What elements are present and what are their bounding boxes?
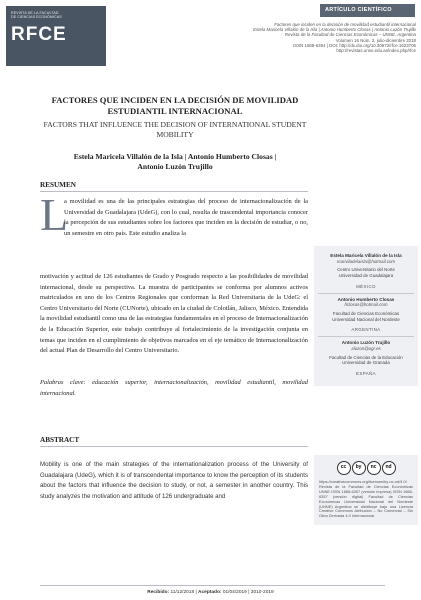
authors-line-1: Estela Maricela Villalón de la Isla | Antonio Humberto Closas | (73, 152, 277, 161)
accepted-label: Aceptado: (198, 590, 222, 595)
nc-icon: nc (367, 461, 381, 475)
authors-panel (314, 246, 418, 386)
authors-line (30, 152, 320, 172)
journal-line: Volumen 16 Núm. 2, julio-diciembre 2018 (335, 37, 416, 43)
keywords-list: educación superior, internacionalización, movilidad estudiantil, movilidad internacional. (40, 379, 308, 397)
abstract-heading: ABSTRACT (40, 436, 80, 444)
author-country: ESPAÑA (356, 370, 376, 376)
divider (40, 446, 308, 447)
resumen-body: motivación y actitud de 126 estudiantes de Grado y Posgrado respecto a las posibilidades de movilidad internacional, desde su perspectiva. La muestra de participantes se conforma por alumnos activos matriculados en uno de los Centros Regionales que conforman la Red Universitaria de la UdeG: el Centro Universitario del Norte (CUNorte), ubicado en la ciudad de Colotlán, Jalisco, México. Entendida la movilidad estudiantil como una de las estrategias fundamentales en el proceso de Internacionalización de la Educación Superior, este trabajo contribuye al fortalecimiento de la investigación conjunta en temas que inciden en el cumplimiento de objetivos marcados en el eje temático de Internacionalización del actual Plan de Desarrollo del Centro Universitario. (40, 273, 308, 355)
author-affiliation: Universidad de Granada (342, 360, 390, 366)
article-titles (30, 95, 320, 139)
author-email[interactable]: mariviladelaisla@hotmail.com (336, 258, 396, 264)
author-affiliation: Universidad de Guadalajara (338, 272, 394, 278)
journal-line: Factores que inciden en la decisión de movilidad estudiantil internacional (274, 22, 416, 27)
author-card (318, 294, 414, 338)
keywords-label: Palabras clave: (40, 379, 86, 386)
title-spanish: FACTORES QUE INCIDEN EN LA DECISIÓN DE MOVILIDAD ESTUDIANTIL INTERNACIONAL (51, 95, 299, 116)
page-footer: Recibido: 11/12/2018 | Aceptado: 01/04/2019 | 3010-2019 (147, 590, 274, 595)
logo-text: RFCE (11, 23, 67, 45)
journal-line: Estela Maricela Villalón de la Isla | Antonio Humberto Closas | Antonio Luzón Trujillo (253, 27, 416, 33)
received-date: 11/12/2018 (170, 590, 195, 595)
journal-line: Revista de la Facultad de Ciencias Económicas – UNNE. Argentina (284, 32, 416, 38)
logo-small-line-2: DE CIENCIAS ECONÓMICAS (11, 15, 62, 20)
author-affiliation: Universidad Nacional del Nordeste (332, 316, 400, 322)
cc-icon: cc (337, 461, 351, 475)
cc-license-badge[interactable] (319, 461, 413, 475)
author-country: ARGENTINA (351, 327, 381, 333)
journal-info (208, 22, 416, 53)
author-card (318, 250, 414, 294)
keywords (40, 378, 308, 399)
title-english: FACTORS THAT INFLUENCE THE DECISION OF INTERNATIONAL STUDENT MOBILITY (43, 120, 307, 139)
nd-icon: nd (382, 461, 396, 475)
article-type-badge: ARTÍCULO CIENTÍFICO (320, 4, 415, 17)
by-icon: by (352, 461, 366, 475)
authors-line-2: Antonio Luzón Trujillo (137, 162, 213, 171)
accepted-date: 01/04/2019 (222, 590, 247, 595)
divider (40, 585, 385, 586)
logo-small-line-1: REVISTA DE LA FACULTAD (11, 11, 59, 15)
author-email[interactable]: hclosas@hotmail.com (344, 302, 388, 308)
author-card (318, 337, 414, 380)
drop-cap: L (40, 189, 69, 240)
journal-line[interactable]: http://revistas.unne.edu.ar/index.php/rfce (336, 48, 416, 54)
received-label: Recibido: (147, 590, 170, 595)
license-panel (314, 455, 418, 525)
resumen-heading: RESUMEN (40, 181, 76, 189)
page-header (0, 0, 421, 80)
author-affiliation: Centro Universitario del Norte (337, 267, 395, 273)
abstract-body: Mobility is one of the main strategies of the internationalization process of the University of Guadalajara (UdeG), which it is of transcendental importance to know the perception of its students about the factors that influence the decision to study, or not, a semester in another country. This study analyzes the motivation and attitude of 126 undergraduate and (40, 461, 308, 500)
author-email[interactable]: aluzon@ugr.es (351, 345, 381, 351)
author-name: Antonio Luzón Trujillo (341, 340, 391, 346)
author-affiliation: Facultad de Ciencias de la Educación (329, 354, 403, 360)
license-text: https://creativecommons.org/licenses/by-nc-nd/4.0/ Revista de la Facultad de Ciencias Económicas UNNE ISSN 1668-6357 (versión impresa) ISSN 1668-6357 (versión digital) Facultad de Ciencias Económicas Universidad Nacional del Nordeste (UNNE) Argentina se distribuye bajo una Licencia Creative Commons Atribución – No Comercial – Sin Obra Derivada 4.0 Internacional. (319, 479, 413, 519)
author-affiliation: Facultad de Ciencias Económicas (332, 310, 400, 316)
page-range: 3010-2019 (250, 590, 274, 595)
resumen-lead: a movilidad es una de las principales estrategias del proceso de internacionalización de la Universidad de Guadalajara (UdeG), con lo cual, resulta de trascendental importancia conocer la percepción de sus estudiantes sobre los factores que inciden en la decisión de estudiar, o no, un semestre en otro país. Este estudio analiza la (64, 198, 308, 237)
journal-logo (6, 6, 106, 66)
journal-line[interactable]: ISSN 1668-6354 | DOI: http://dx.doi.org/10.30972/rfce.1623706 (293, 42, 416, 48)
divider (40, 191, 308, 192)
author-name: Estela Maricela Villalón de la Isla (330, 253, 402, 258)
author-country: MÉXICO (356, 283, 376, 289)
author-name: Antonio Humberto Closas (337, 296, 395, 302)
